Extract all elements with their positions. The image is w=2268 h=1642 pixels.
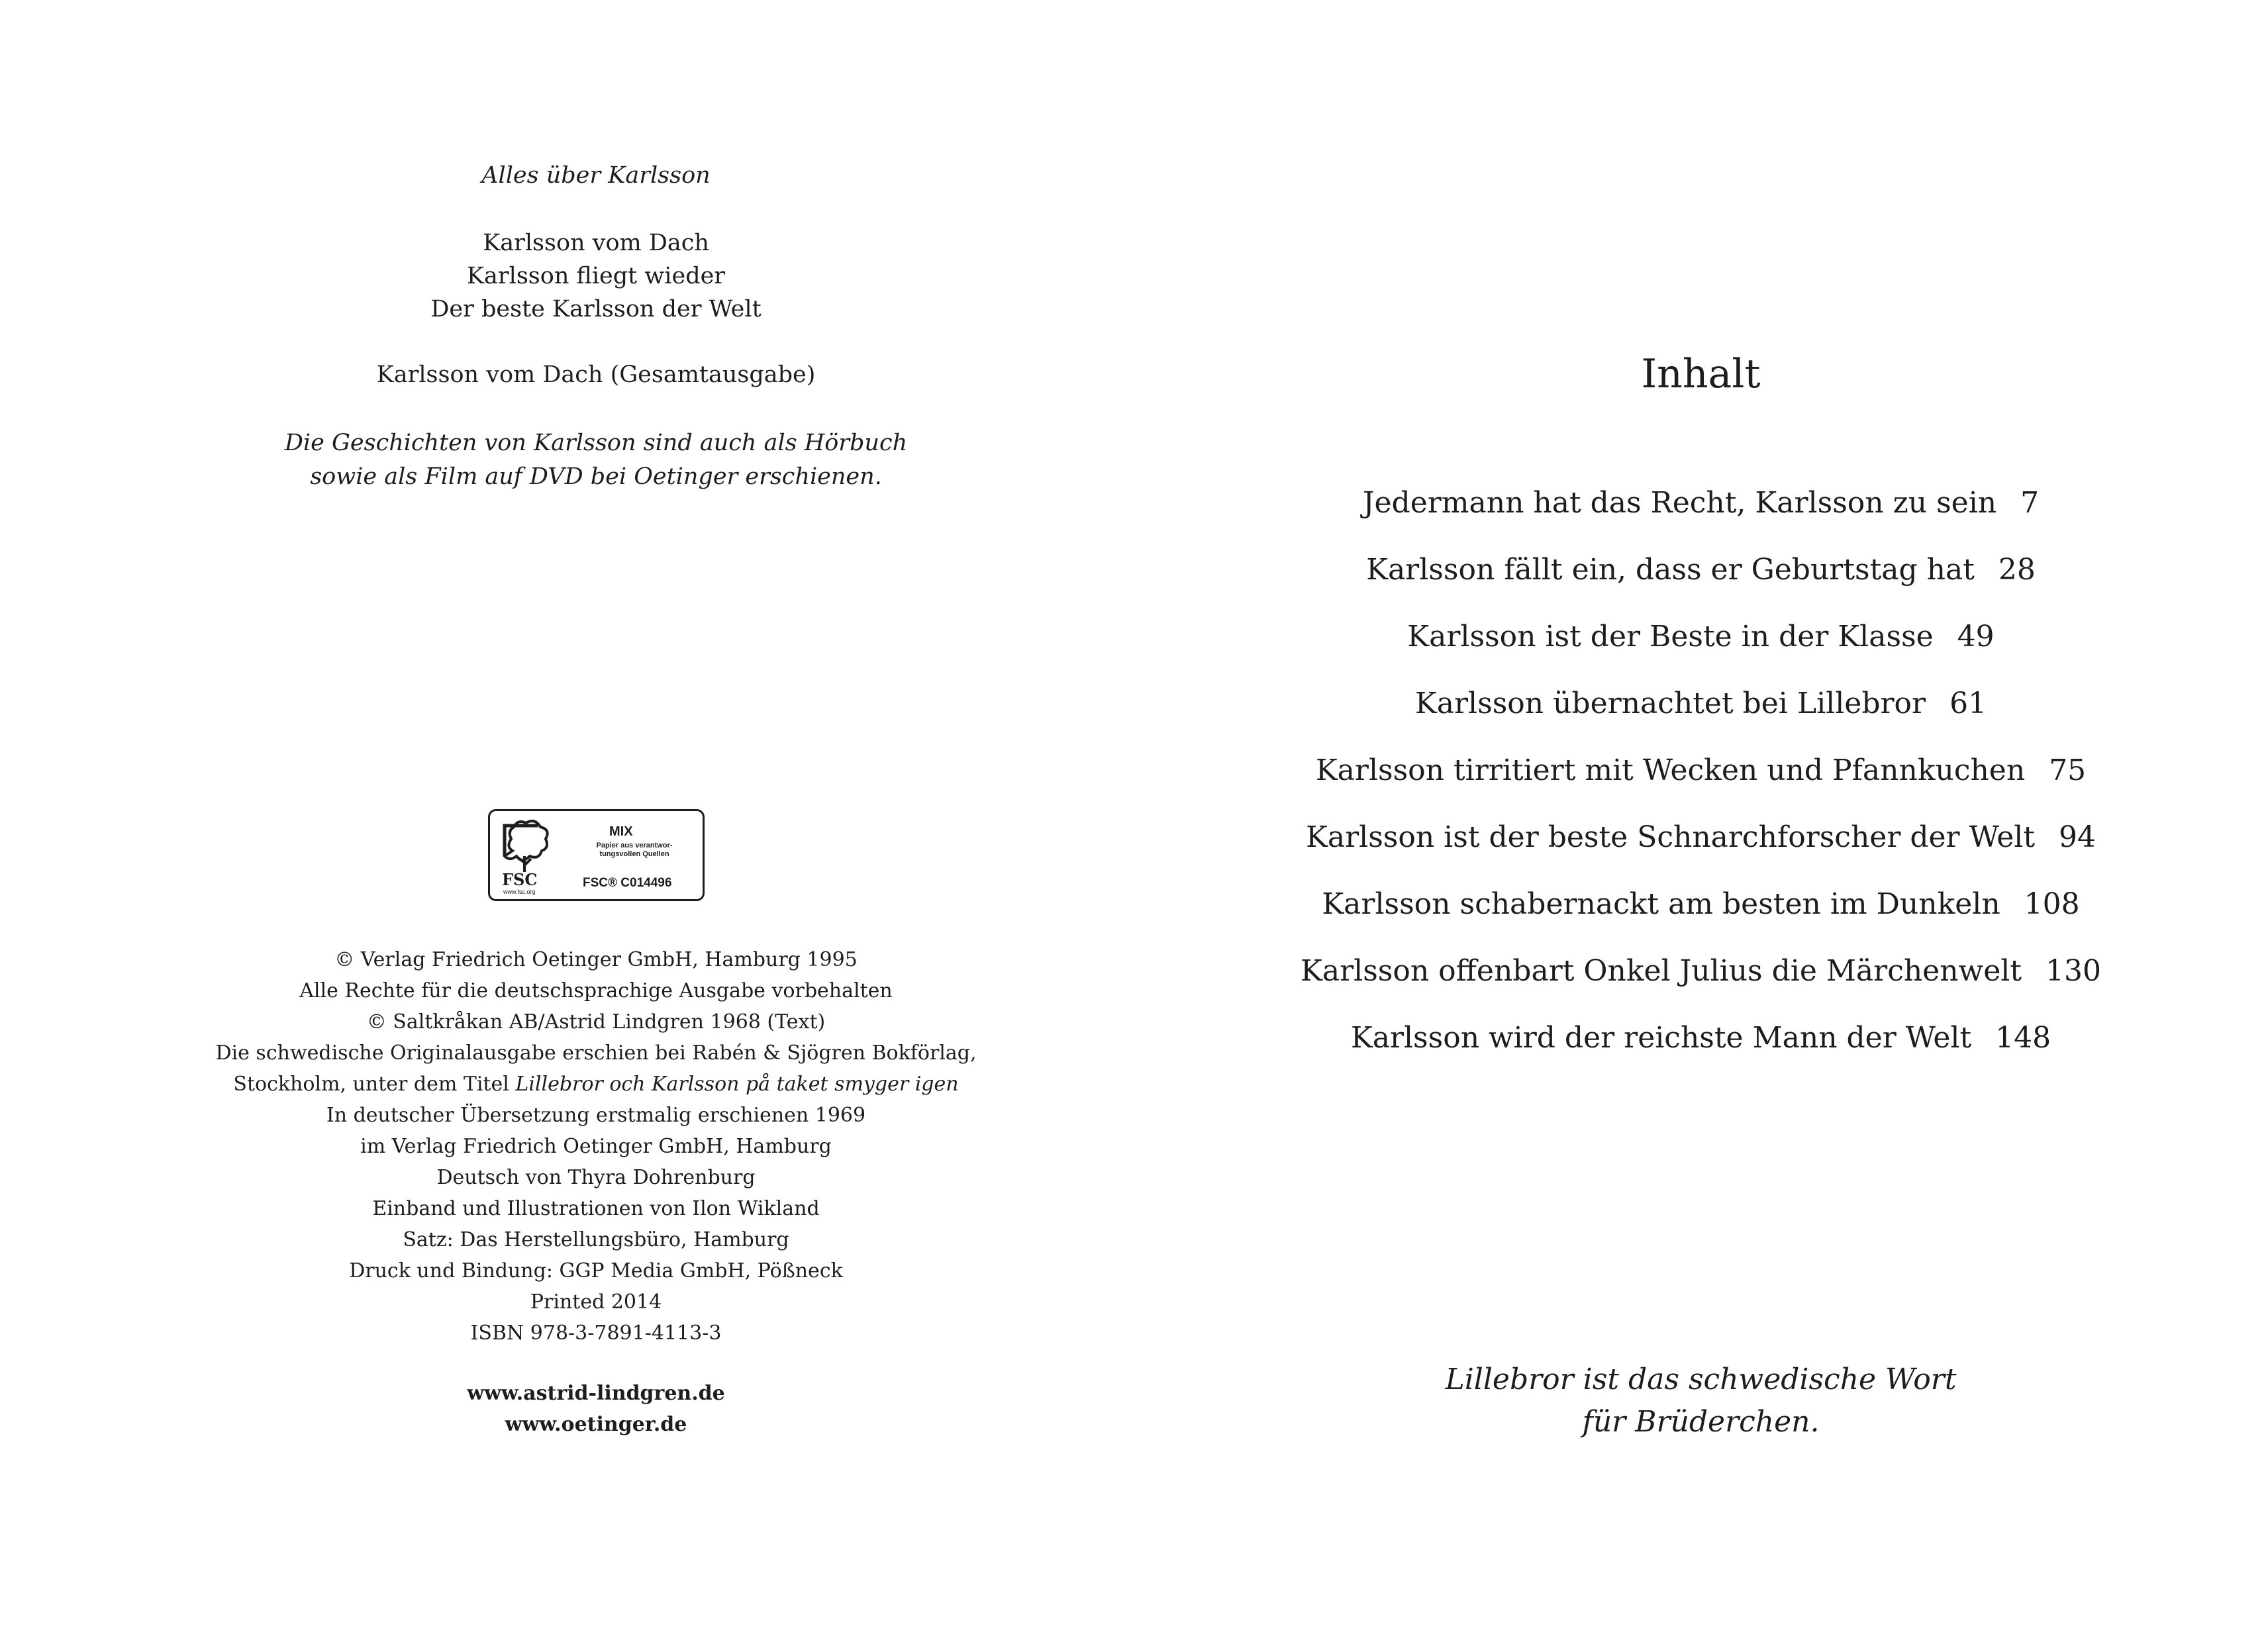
- imprint-line: [0, 1069, 1192, 1100]
- fsc-label: [488, 809, 705, 901]
- toc-entry-title: Jedermann hat das Recht, Karlsson zu sein: [1362, 486, 1997, 520]
- series-heading-text: Alles über Karlsson: [481, 162, 711, 189]
- imprint-line: Einband und Illustrationen von Ilon Wikland: [372, 1197, 820, 1220]
- toc-entry-title: Karlsson ist der beste Schnarchforscher der Welt: [1305, 820, 2035, 854]
- gesamtausgabe: [0, 360, 1192, 390]
- toc-entry-title: Karlsson wird der reichste Mann der Welt: [1350, 1021, 1972, 1055]
- toc-entry: [1134, 818, 2268, 885]
- websites: [0, 1378, 1192, 1440]
- fsc-mark: FSC: [502, 870, 538, 889]
- imprint-line: Printed 2014: [530, 1290, 662, 1314]
- toc-entry: [1134, 1018, 2268, 1085]
- toc-entry: [1134, 684, 2268, 751]
- toc-entry-title: Karlsson offenbart Onkel Julius die Märchenwelt: [1301, 954, 2022, 988]
- toc-entry-page: 28: [1998, 553, 2036, 587]
- toc-entry-page: 75: [2049, 753, 2087, 787]
- series-heading: [0, 161, 1192, 191]
- toc-entry: [1134, 951, 2268, 1018]
- toc-entry-page: 108: [2024, 887, 2080, 921]
- imprint-line: Alle Rechte für die deutschsprachige Ausgabe vorbehalten: [299, 979, 893, 1002]
- toc-entry-page: 94: [2059, 820, 2096, 854]
- toc-entry-title: Karlsson tirritiert mit Wecken und Pfannkuchen: [1315, 753, 2026, 787]
- original-title: Lillebror och Karlsson på taket smyger igen: [515, 1073, 959, 1096]
- imprint-line: Druck und Bindung: GGP Media GmbH, Pößneck: [349, 1259, 843, 1282]
- footnote: [1134, 1359, 2268, 1443]
- footnote-line: für Brüderchen.: [1582, 1405, 1820, 1439]
- toc-entry: [1134, 483, 2268, 550]
- toc-entry-title: Karlsson übernachtet bei Lillebror: [1414, 687, 1926, 720]
- toc-entry-title: Karlsson schabernackt am besten im Dunkeln: [1322, 887, 2000, 921]
- imprint-line: © Verlag Friedrich Oetinger GmbH, Hamburg 1995: [334, 948, 858, 971]
- series-title: Karlsson vom Dach: [483, 230, 709, 256]
- fsc-code: FSC® C014496: [583, 876, 672, 890]
- series-title: Karlsson fliegt wieder: [466, 263, 726, 289]
- toc-entry-page: 7: [2020, 486, 2040, 520]
- fsc-mix: MIX: [609, 824, 633, 839]
- fsc-description-line: Papier aus verantwor-: [596, 842, 673, 849]
- toc-title: Inhalt: [1641, 351, 1761, 397]
- imprint: [0, 944, 1192, 1349]
- fsc-description-line: tungsvollen Quellen: [599, 850, 669, 858]
- imprint-line: © Saltkråkan AB/Astrid Lindgren 1968 (Text): [366, 1010, 826, 1034]
- toc-entry-title: Karlsson fällt ein, dass er Geburtstag hat: [1366, 553, 1975, 587]
- imprint-line: im Verlag Friedrich Oetinger GmbH, Hamburg: [360, 1135, 832, 1158]
- imprint-line: Deutsch von Thyra Dohrenburg: [436, 1166, 756, 1189]
- toc-entry: [1134, 550, 2268, 617]
- media-note-line: sowie als Film auf DVD bei Oetinger erschienen.: [310, 463, 882, 490]
- toc-entry-page: 148: [1995, 1021, 2051, 1055]
- toc-entry: [1134, 751, 2268, 818]
- toc-entry-page: 61: [1949, 687, 1987, 720]
- toc-entry: [1134, 885, 2268, 951]
- fsc-tree-logo-icon: [498, 816, 554, 896]
- fsc-url: www.fsc.org: [503, 889, 536, 895]
- media-note: [0, 426, 1192, 494]
- imprint-line: Satz: Das Herstellungsbüro, Hamburg: [403, 1228, 789, 1251]
- toc-entry-page: 130: [2046, 954, 2101, 988]
- table-of-contents: [1134, 483, 2268, 1085]
- series-title: Der beste Karlsson der Welt: [430, 296, 762, 322]
- imprint-line: ISBN 978-3-7891-4113-3: [470, 1322, 722, 1345]
- right-page: [1134, 0, 2268, 1642]
- imprint-line: Die schwedische Originalausgabe erschien bei Rabén & Sjögren Bokförlag,: [215, 1041, 977, 1065]
- media-note-line: Die Geschichten von Karlsson sind auch als Hörbuch: [284, 430, 908, 456]
- toc-entry-title: Karlsson ist der Beste in der Klasse: [1407, 620, 1934, 653]
- imprint-line-prefix: Stockholm, unter dem Titel: [233, 1073, 516, 1096]
- imprint-line: In deutscher Übersetzung erstmalig erschienen 1969: [326, 1104, 866, 1127]
- gesamtausgabe-text: Karlsson vom Dach (Gesamtausgabe): [376, 362, 816, 388]
- website-link[interactable]: www.astrid-lindgren.de: [467, 1382, 725, 1405]
- toc-entry-page: 49: [1957, 620, 1995, 653]
- website-link[interactable]: www.oetinger.de: [505, 1413, 687, 1436]
- footnote-line: Lillebror ist das schwedische Wort: [1445, 1363, 1957, 1396]
- series-list: [0, 226, 1192, 326]
- fsc-description: [568, 842, 701, 859]
- toc-entry: [1134, 617, 2268, 684]
